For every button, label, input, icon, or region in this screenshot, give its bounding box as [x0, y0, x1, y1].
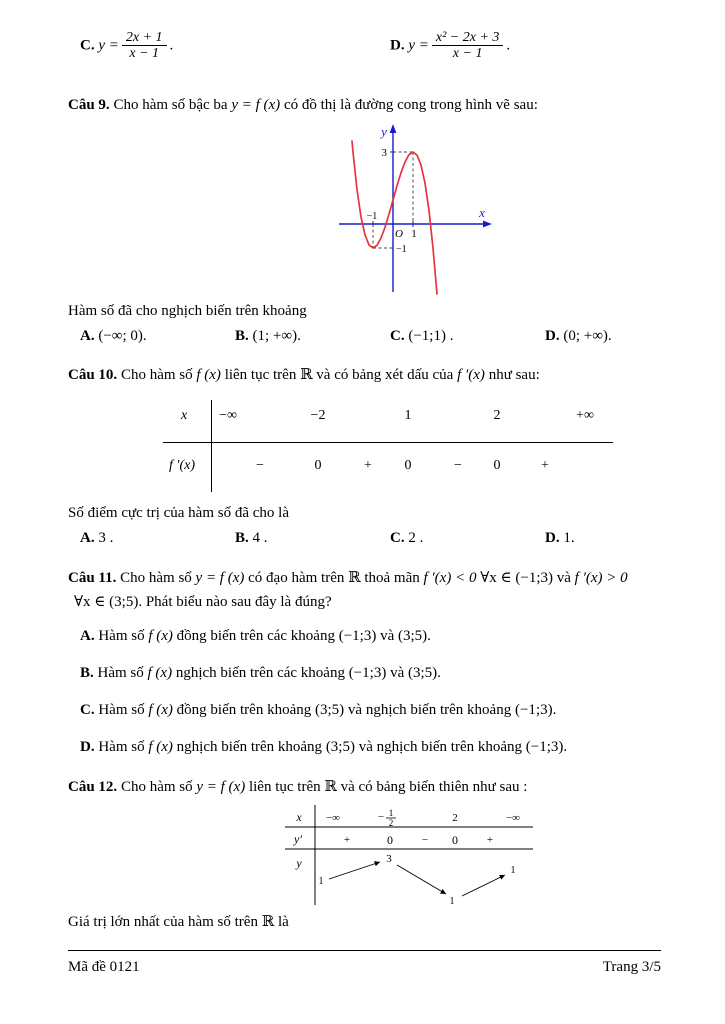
table-cell: −∞ [505, 812, 521, 824]
tick-label-3: 3 [381, 147, 387, 159]
answer-option-d [390, 30, 510, 62]
option-label: A. [80, 628, 95, 644]
inline-math: (−1;3) [348, 665, 387, 681]
text-segment: có đồ thị là đường cong trong hình vẽ sau: [283, 97, 538, 113]
tick-label-minus1-y: −1 [396, 244, 407, 255]
text-segment: Cho hàm số [120, 367, 193, 383]
question-11-intro-line2 [74, 590, 661, 614]
inline-math: f (x) [148, 702, 173, 718]
inline-math: f (x) [196, 367, 221, 383]
table-cell: − [256, 458, 264, 473]
inline-math: (3;5). [398, 628, 431, 644]
inline-math: (−1;3) [338, 628, 377, 644]
text-segment: và có bảng biến thiên như sau : [340, 779, 528, 795]
table-cell: − [421, 834, 429, 846]
question-10-stem: Số điểm cực trị của hàm số đã cho là [68, 505, 289, 521]
table-cell: 3 [386, 853, 392, 865]
table-cell: 0 [387, 833, 393, 847]
inline-math: y = f (x) [231, 97, 281, 113]
text-segment: Phát biểu nào sau đây là đúng? [145, 594, 332, 610]
answer-option-c [390, 530, 423, 547]
x-axis-label: x [479, 205, 485, 220]
table-divider-horizontal [163, 442, 613, 443]
tick-label-1: 1 [411, 228, 417, 240]
text-segment: và [390, 665, 405, 681]
table-cell: 0 [493, 458, 501, 473]
graph-canvas [336, 120, 498, 298]
question-9-options [68, 328, 661, 350]
question8-options-row [68, 30, 661, 74]
answer-option-c [80, 30, 173, 62]
inline-math: y = [98, 37, 119, 54]
option-text: (0; +∞). [563, 328, 612, 344]
text-segment: liên tục trên [248, 779, 321, 795]
inline-math: ℝ [300, 367, 313, 383]
table-cell: 0 [404, 458, 412, 473]
question-label: Câu 11. [68, 570, 117, 586]
question-12-stem [68, 911, 661, 933]
text-segment: Cho hàm số [120, 779, 193, 795]
option-label: B. [235, 530, 249, 546]
table-cell: 1 [510, 865, 516, 876]
option-label: C. [80, 702, 95, 718]
answer-option-a [80, 530, 113, 547]
option-label: D. [80, 739, 95, 755]
question-9-intro [68, 94, 661, 116]
arrow-up-icon [462, 875, 505, 896]
row-header-yprime: y′ [294, 832, 302, 846]
text-segment: Hàm số [98, 739, 145, 755]
exam-code: Mã đề 0121 [68, 959, 140, 975]
question-12-intro [68, 775, 661, 799]
inline-math: ℝ [348, 570, 361, 586]
fraction [432, 30, 504, 62]
table-cell: + [364, 458, 372, 473]
text-segment: và có bảng xét dấu của [316, 367, 454, 383]
table-cell: 2 [493, 408, 501, 423]
text-segment: Cho hàm số [120, 570, 192, 586]
option-text: 2 . [408, 530, 424, 546]
tick-label-minus1-x: −1 [366, 211, 378, 222]
fraction [122, 30, 167, 62]
y-axis-label: y [381, 124, 387, 139]
text-segment: nghịch biến trên khoảng [176, 739, 323, 755]
answer-option-b [235, 530, 268, 547]
question-label: Câu 10. [68, 367, 118, 383]
fraction-sign: − [377, 811, 385, 823]
inline-math: y = [408, 37, 429, 54]
fraction-denominator: x − 1 [452, 46, 483, 62]
row-header-x: x [296, 810, 302, 824]
table-divider-vertical [211, 400, 212, 492]
inline-math: f (x) [147, 665, 173, 681]
text-segment: liên tục trên [224, 367, 297, 383]
text-segment: nghịch biến trên các khoảng [175, 665, 345, 681]
option-text: (−∞; 0). [98, 328, 147, 344]
table-cell: + [486, 834, 494, 846]
option-label: A. [80, 530, 95, 546]
answer-option-d [545, 328, 612, 345]
fraction-numerator: 1 [388, 808, 394, 818]
inline-math: ∀x ∈ (3;5). [74, 594, 143, 610]
option-label: C. [390, 328, 405, 344]
answer-option-c [80, 698, 661, 722]
text-segment: Cho hàm số bậc ba [113, 97, 228, 113]
option-label: C. [390, 530, 405, 546]
text-segment: như sau: [488, 367, 540, 383]
option-label: D. [545, 530, 560, 546]
inline-math: f (x) [148, 739, 173, 755]
table-cell: 1 [404, 408, 412, 423]
row-header-y: y [296, 856, 302, 870]
text-segment: và [556, 570, 571, 586]
inline-math: f ′(x) > 0 [574, 570, 628, 586]
origin-label: O [395, 228, 403, 240]
variation-table [285, 805, 535, 907]
option-text: 4 . [252, 530, 268, 546]
inline-math: f ′(x) < 0 [423, 570, 477, 586]
text-segment: và [380, 628, 395, 644]
answer-option-a [80, 624, 661, 648]
inline-math: y = f (x) [195, 570, 245, 586]
fraction-numerator: x² − 2x + 3 [432, 30, 504, 46]
question-9-stem: Hàm số đã cho nghịch biến trên khoảng [68, 303, 307, 319]
page-number: Trang 3/5 [602, 959, 661, 975]
table-cell: 0 [314, 458, 322, 473]
table-cell: −∞ [325, 812, 341, 824]
option-text: (1; +∞). [252, 328, 301, 344]
option-label: B. [235, 328, 249, 344]
page-footer [68, 950, 661, 976]
function-curve [352, 141, 437, 294]
inline-math: (3;5) [314, 702, 345, 718]
text-segment: đồng biến trên các khoảng [176, 628, 335, 644]
inline-math: ℝ [261, 914, 275, 930]
table-cell: + [541, 458, 549, 473]
text-segment: thoả mãn [364, 570, 420, 586]
text-segment: Giá trị lớn nhất của hàm số trên [68, 914, 258, 930]
table-cell: − [454, 458, 462, 473]
fraction-numerator: 2x + 1 [122, 30, 167, 46]
text-segment: và nghịch biến trên khoảng [358, 739, 523, 755]
text-segment: đồng biến trên khoảng [176, 702, 312, 718]
arrow-up-icon [329, 862, 380, 879]
answer-option-d [545, 530, 575, 547]
text-segment: có đạo hàm trên [248, 570, 345, 586]
answer-option-b [80, 661, 661, 685]
inline-math: f ′(x) [457, 367, 485, 383]
fraction-denominator: x − 1 [129, 46, 160, 62]
text-segment: Hàm số [98, 702, 145, 718]
inline-math: (−1;3). [525, 739, 568, 755]
inline-math: ℝ [324, 779, 337, 795]
text-segment: là [277, 914, 289, 930]
table-header-fprime: f ′(x) [169, 458, 195, 473]
table-cell: + [343, 834, 351, 846]
table-cell: −∞ [219, 408, 237, 423]
option-label: C. [80, 37, 95, 54]
option-text: 1. [563, 530, 575, 546]
option-label: D. [545, 328, 560, 344]
fraction-denominator: 2 [388, 818, 394, 828]
text-segment: Hàm số [98, 628, 145, 644]
cubic-function-graph [336, 120, 498, 298]
inline-math: ∀x ∈ (−1;3) [480, 570, 553, 586]
question-10-intro [68, 364, 661, 386]
option-text: (−1;1) . [408, 328, 454, 344]
table-header-x: x [181, 408, 188, 423]
question-11-intro-line1 [68, 566, 661, 590]
question-label: Câu 9. [68, 97, 110, 113]
inline-math: (3;5) [325, 739, 355, 755]
table-cell: 0 [452, 833, 458, 847]
inline-math: y = f (x) [196, 779, 246, 795]
option-label: A. [80, 328, 95, 344]
table-cell: 1 [449, 896, 455, 907]
option-label: B. [80, 665, 94, 681]
inline-math: (3;5). [408, 665, 441, 681]
answer-option-a [80, 328, 147, 345]
question-10-options [68, 530, 661, 552]
option-text: 3 . [98, 530, 114, 546]
inline-math: (−1;3). [514, 702, 557, 718]
derivative-sign-table [163, 400, 613, 492]
question-label: Câu 12. [68, 779, 118, 795]
table-cell: 1 [318, 876, 324, 887]
x-axis-arrow-icon [483, 221, 492, 228]
answer-option-d [80, 735, 661, 759]
table-cell: +∞ [576, 408, 594, 423]
variation-table-canvas [285, 805, 535, 907]
text-segment: và nghịch biến trên khoảng [347, 702, 512, 718]
answer-option-b [235, 328, 301, 345]
arrow-down-icon [397, 865, 446, 894]
period: . [169, 37, 174, 54]
table-cell: −2 [310, 408, 326, 423]
table-cell: 2 [452, 812, 458, 824]
text-segment: Hàm số [97, 665, 144, 681]
answer-option-c [390, 328, 453, 345]
inline-math: f (x) [148, 628, 173, 644]
y-axis-arrow-icon [390, 124, 397, 133]
option-label: D. [390, 37, 405, 54]
period: . [506, 37, 511, 54]
